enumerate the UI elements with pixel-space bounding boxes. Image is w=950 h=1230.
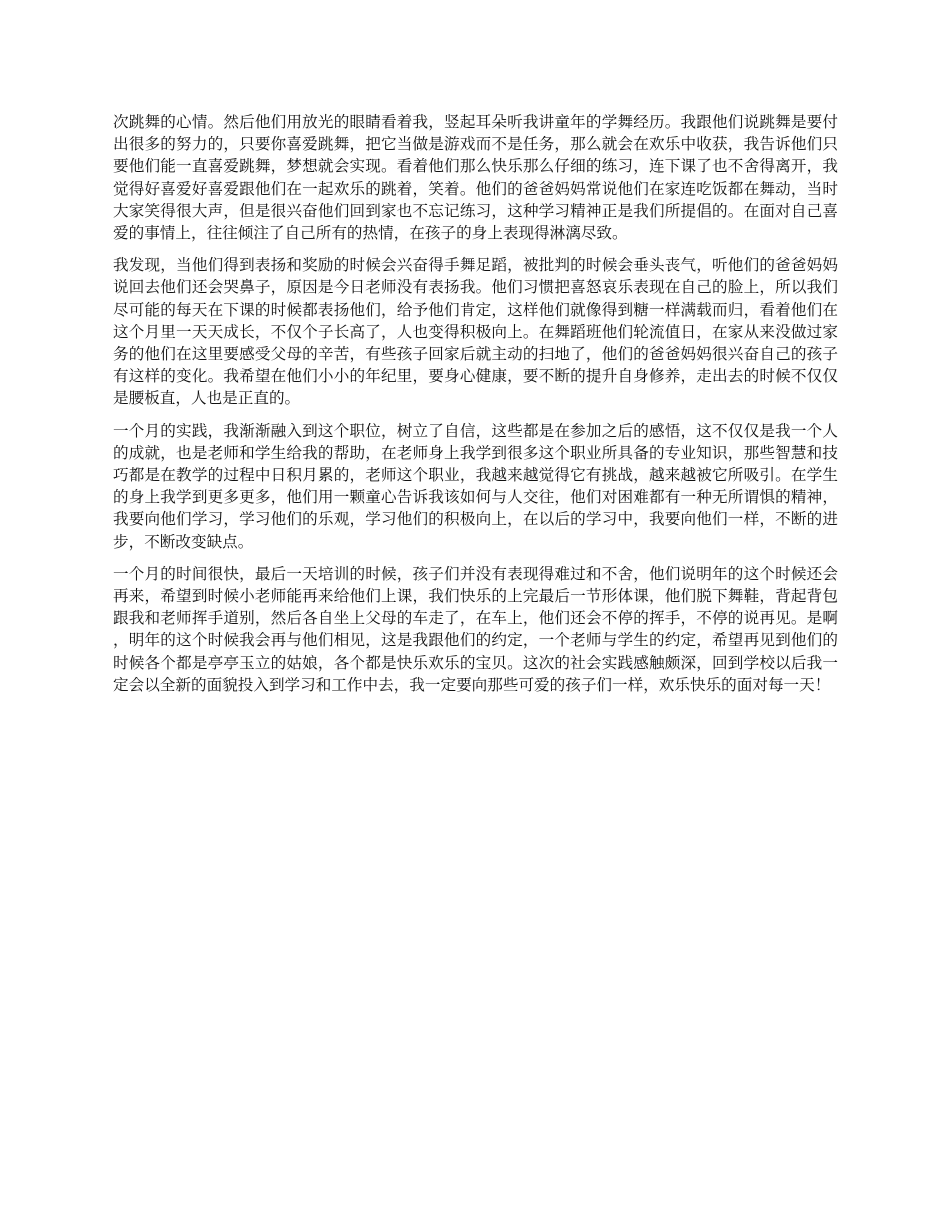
paragraph-3: 一个月的实践，我渐渐融入到这个职位，树立了自信，这些都是在参加之后的感悟，这不仅仅是我一个人的成就，也是老师和学生给我的帮助，在老师身上我学到很多这个职业所具备的专业知识，那些智慧和技巧都是在教学的过程中日积月累的，老师这个职业，我越来越觉得它有挑战，越来越被它所吸引。在学生的身上我学到更多更多，他们用一颗童心告诉我该如何与人交往，他们对困难都有一种无所谓惧的精神，我要向他们学习，学习他们的乐观，学习他们的积极向上，在以后的学习中，我要向他们一样，不断的进步，不断改变缺点。 xyxy=(113,421,838,551)
paragraph-1: 次跳舞的心情。然后他们用放光的眼睛看着我，竖起耳朵听我讲童年的学舞经历。我跟他们说跳舞是要付出很多的努力的，只要你喜爱跳舞，把它当做是游戏而不是任务，那么就会在欢乐中收获，我告诉他们只要他们能一直喜爱跳舞，梦想就会实现。看着他们那么快乐那么仔细的练习，连下课了也不舍得离开，我觉得好喜爱好喜爱跟他们在一起欢乐的跳着，笑着。他们的爸爸妈妈常说他们在家连吃饭都在舞动，当时大家笑得很大声，但是很兴奋他们回到家也不忘记练习，这种学习精神正是我们所提倡的。在面对自己喜爱的事情上，往往倾注了自己所有的热情，在孩子的身上表现得淋漓尽致。 xyxy=(113,113,838,243)
document-body xyxy=(113,111,838,706)
paragraph-2: 我发现，当他们得到表扬和奖励的时候会兴奋得手舞足蹈，被批判的时候会垂头丧气，听他们的爸爸妈妈说回去他们还会哭鼻子，原因是今日老师没有表扬我。他们习惯把喜怒哀乐表现在自己的脸上，所以我们尽可能的每天在下课的时候都表扬他们，给予他们肯定，这样他们就像得到糖一样满载而归，看着他们在这个月里一天天成长，不仅个子长高了，人也变得积极向上。在舞蹈班他们轮流值日，在家从来没做过家务的他们在这里要感受父母的辛苦，有些孩子回家后就主动的扫地了，他们的爸爸妈妈很兴奋自己的孩子有这样的变化。我希望在他们小小的年纪里，要身心健康，要不断的提升自身修养，走出去的时候不仅仅是腰板直，人也是正直的。 xyxy=(113,256,838,408)
paragraph-4: 一个月的时间很快，最后一天培训的时候，孩子们并没有表现得难过和不舍，他们说明年的这个时候还会再来，希望到时候小老师能再来给他们上课，我们快乐的上完最后一节形体课，他们脱下舞鞋，背起背包跟我和老师挥手道别，然后各自坐上父母的车走了，在车上，他们还会不停的挥手，不停的说再见。是啊，明年的这个时候我会再与他们相见，这是我跟他们的约定，一个老师与学生的约定，希望再见到他们的时候各个都是亭亭玉立的姑娘，各个都是快乐欢乐的宝贝。这次的社会实践感触颇深，回到学校以后我一定会以全新的面貌投入到学习和工作中去，我一定要向那些可爱的孩子们一样，欢乐快乐的面对每一天！ xyxy=(113,564,838,694)
